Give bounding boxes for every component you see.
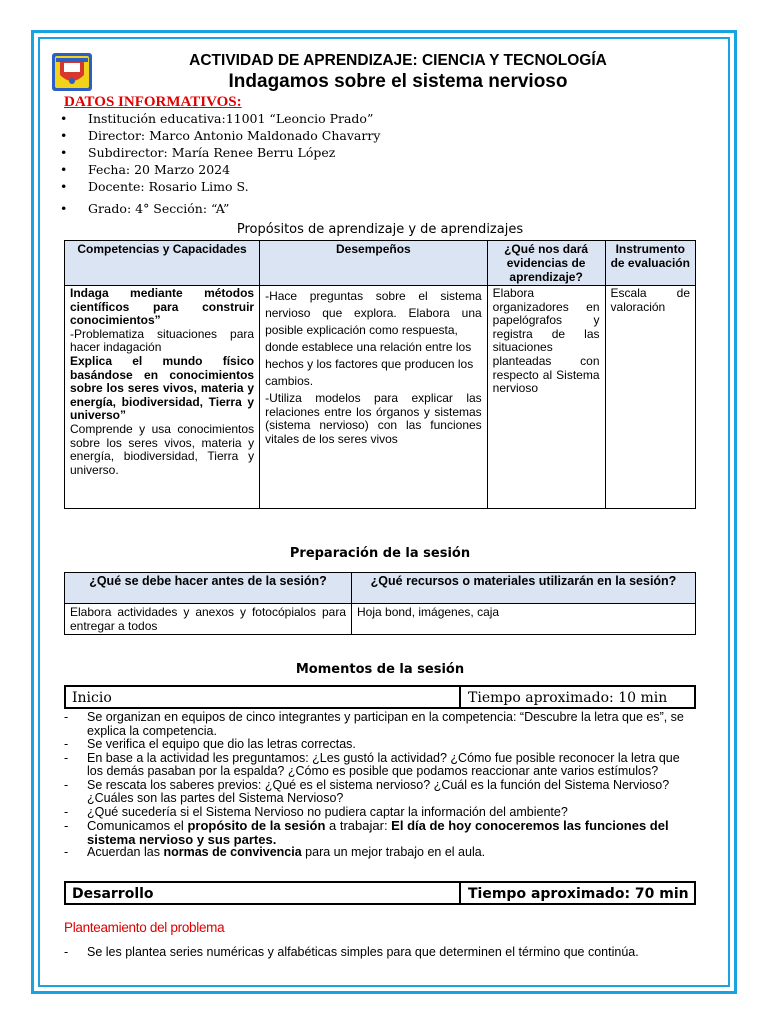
header-antes: ¿Qué se debe hacer antes de la sesión? <box>65 573 352 604</box>
desempeno-1: -Hace preguntas sobre el sistema nervioso que explora. Elabora una posible explicación como respuesta, <box>265 289 482 337</box>
desarrollo-label: Desarrollo <box>72 886 154 902</box>
propositos-title: Propósitos de aprendizaje y de aprendizajes <box>236 222 524 237</box>
capacidad-problematiza: -Problematiza situaciones para hacer indagación <box>70 326 255 355</box>
desempeno-2: donde establece una relación entre los hechos y los factores que producen los cambios. <box>265 340 474 388</box>
preparacion-table <box>64 572 696 635</box>
list-item: - ¿Qué sucedería si el Sistema Nervioso no pudiera captar la información del ambiente? <box>64 804 568 819</box>
planteamiento-item: - Se les plantea series numéricas y alfabéticas simples para que determinen el término que continúa. <box>64 945 639 959</box>
list-item-proposito: - Comunicamos el propósito de la sesión a trabajar: El día de hoy conoceremos las funciones del sistema nervioso y sus partes. <box>64 818 669 847</box>
instrumento-cell: Escala de valoración <box>605 286 695 509</box>
info-item: • Institución educativa:11001 “Leoncio Prado” <box>60 111 374 126</box>
planteamiento-heading: Planteamiento del problema <box>64 920 225 935</box>
momentos-title: Momentos de la sesión <box>295 662 465 677</box>
header-competencias: Competencias y Capacidades <box>65 241 260 286</box>
activity-subtitle: Indagamos sobre el sistema nervioso <box>228 71 568 92</box>
header-instrumento: Instrumento de evaluación <box>605 241 695 286</box>
desarrollo-separator <box>459 883 461 903</box>
header-desempenos: Desempeños <box>260 241 488 286</box>
datos-heading: DATOS INFORMATIVOS: <box>64 94 242 110</box>
list-item: - En base a la actividad les preguntamos: ¿Les gustó la actividad? ¿Cómo fue posible reconocer la letra que los demás pasaban por la espalda? ¿Cómo es posible que podamos reaccionar ante varios estímulos? <box>64 750 680 778</box>
list-item: - Se organizan en equipos de cinco integrantes y participan en la competencia: “Descubre la letra que es”, se explica la competencia. <box>64 710 684 738</box>
info-item: • Docente: Rosario Limo S. <box>60 179 249 194</box>
inicio-separator <box>459 687 461 707</box>
desarrollo-row <box>64 881 696 905</box>
info-item: • Grado: 4° Sección: “A” <box>60 201 230 216</box>
inicio-label: Inicio <box>72 690 112 706</box>
inicio-row <box>64 685 696 709</box>
propositos-table <box>64 240 696 509</box>
desempeno-3: -Utiliza modelos para explicar las relaciones entre los órganos y sistemas (sistema nervioso) con las funciones vitales de los seres vivos <box>265 391 482 446</box>
competencia-explica: Explica el mundo físico basándose en conocimientos sobre los seres vivos, materia y energía, biodiversidad, Tierra y universo” <box>70 353 255 423</box>
recursos-cell: Hoja bond, imágenes, caja <box>352 604 696 635</box>
header-recursos: ¿Qué recursos o materiales utilizarán en la sesión? <box>352 573 696 604</box>
evidencias-cell: Elabora organizadores en papelógrafos y registra de las situaciones planteadas con respecto al Sistema nervioso <box>487 286 605 509</box>
competencias-cell <box>65 286 260 509</box>
list-item: - Se rescata los saberes previos: ¿Qué es el sistema nervioso? ¿Cuál es la función del Sistema Nervioso? ¿Cuáles son las partes del Sistema Nervioso? <box>64 777 670 805</box>
desempenos-cell <box>260 286 488 509</box>
info-item: • Fecha: 20 Marzo 2024 <box>60 162 231 177</box>
info-item: • Subdirector: María Renee Berru López <box>60 145 336 160</box>
inicio-list <box>64 711 696 860</box>
activity-title: ACTIVIDAD DE APRENDIZAJE: CIENCIA Y TECNOLOGÍA <box>189 52 607 69</box>
list-item-normas: - Acuerdan las normas de convivencia para un mejor trabajo en el aula. <box>64 845 486 859</box>
capacidad-comprende: Comprende y usa conocimientos sobre los seres vivos, materia y energía, biodiversidad, Tierra y universo. <box>70 421 255 477</box>
competencia-indaga: Indaga mediante métodos científicos para construir conocimientos” <box>70 286 255 328</box>
header-evidencias: ¿Qué nos dará evidencias de aprendizaje? <box>487 241 605 286</box>
desarrollo-time: Tiempo aproximado: 70 min <box>468 886 689 902</box>
preparacion-title: Preparación de la sesión <box>289 546 471 561</box>
list-item: - Se verifica el equipo que dio las letras correctas. <box>64 737 356 751</box>
inicio-time: Tiempo aproximado: 10 min <box>468 690 668 706</box>
info-item: • Director: Marco Antonio Maldonado Chavarry <box>60 128 381 143</box>
antes-cell: Elabora actividades y anexos y fotocópialos para entregar a todos <box>65 604 352 635</box>
school-crest-logo <box>52 53 92 91</box>
